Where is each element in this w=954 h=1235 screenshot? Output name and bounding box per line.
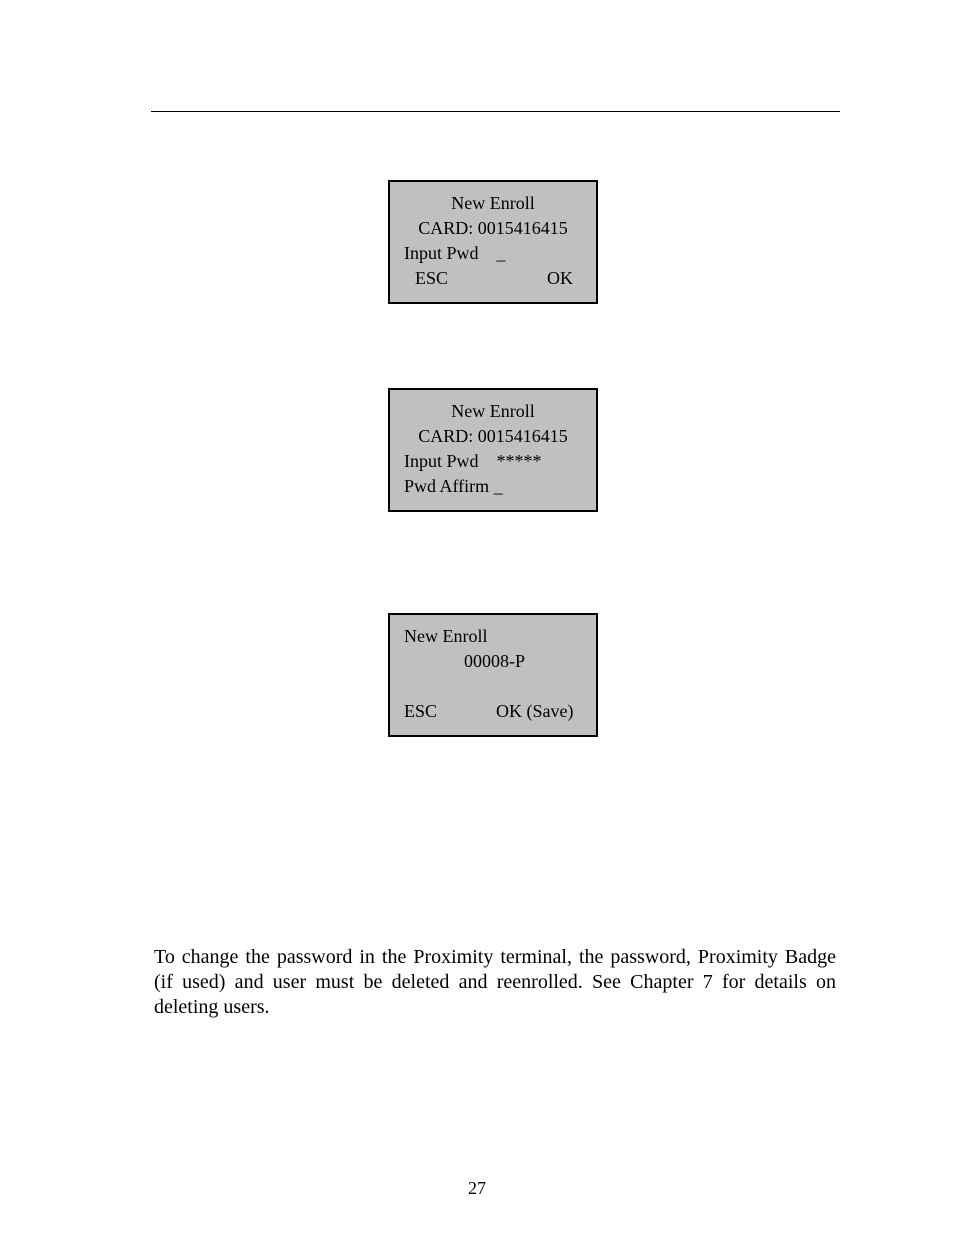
card-number: CARD: 0015416415 <box>418 426 568 446</box>
input-pwd-field: Input Pwd ***** <box>404 451 542 471</box>
pwd-affirm-field: Pwd Affirm _ <box>404 476 503 496</box>
screen-title: New Enroll <box>451 401 535 421</box>
screen-title: New Enroll <box>404 626 488 646</box>
user-id: 00008-P <box>464 651 526 671</box>
ok-save-button-label: OK (Save) <box>496 701 574 721</box>
input-pwd-field: Input Pwd _ <box>404 243 506 263</box>
ok-button-label: OK <box>547 268 573 288</box>
page-number: 27 <box>468 1178 486 1198</box>
esc-button-label: ESC <box>404 701 438 721</box>
screen-title: New Enroll <box>451 193 535 213</box>
lcd-screen-save <box>388 613 598 737</box>
esc-button-label: ESC <box>415 268 449 288</box>
body-paragraph: To change the password in the Proximity terminal, the password, Proximity Badge (if used) and user must be deleted and reenrolled. See Chapter 7 for details on deleting users. <box>154 946 836 1018</box>
card-number: CARD: 0015416415 <box>418 218 568 238</box>
lcd-screen-input-pwd <box>388 180 598 304</box>
header-rule <box>151 111 840 112</box>
lcd-screen-pwd-affirm <box>388 388 598 512</box>
